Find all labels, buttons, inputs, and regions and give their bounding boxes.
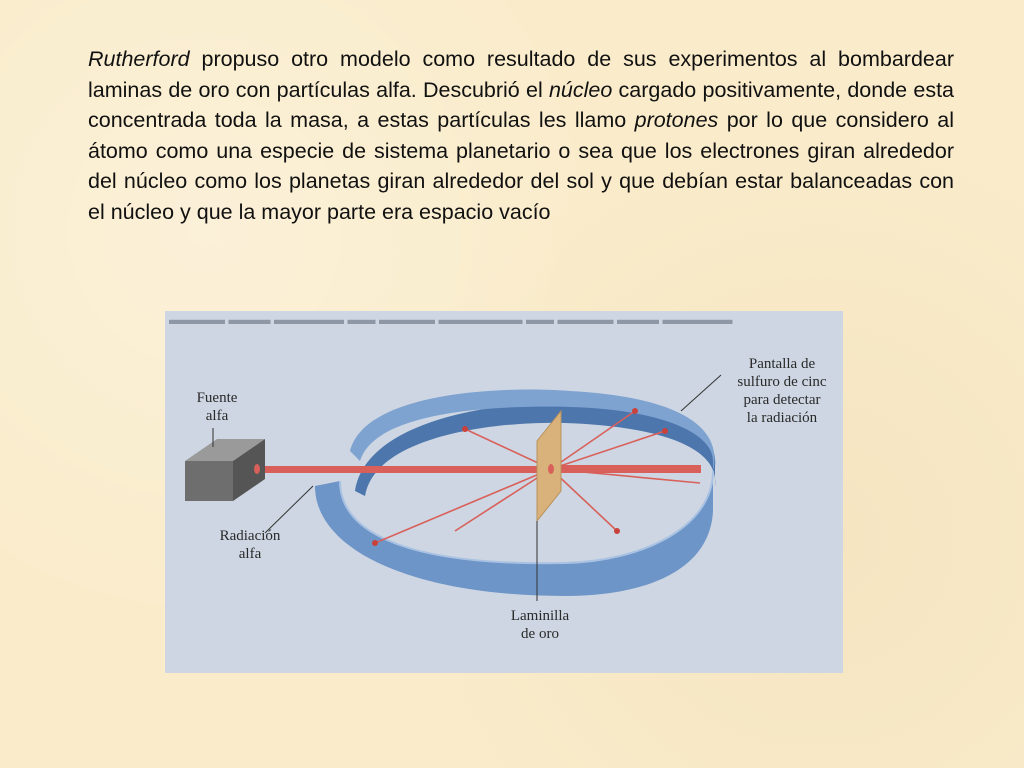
alpha-beam [251,466,551,473]
radiation-label-line1: Radiación [219,528,281,544]
nucleus-dot [548,464,554,474]
nucleus-term: núcleo [548,77,613,102]
rutherford-experiment-figure [165,311,843,673]
alpha-source-label-line1: Fuente [196,390,238,406]
screen-label-line3: para detectar [743,392,821,408]
foil-label-line1: Laminilla [510,608,570,624]
slide-paragraph [88,44,954,227]
source-aperture [254,464,260,474]
background-texture: ▬▬▬▬ ▬▬▬ ▬▬▬▬▬ ▬▬ ▬▬▬▬ ▬▬▬▬▬▬ ▬▬ ▬▬▬▬ ▬▬▬ ▬▬▬▬▬ [169,313,733,328]
protons-term: protones [634,108,719,132]
screen-label-line1: Pantalla de [748,356,816,372]
alpha-source-label-line2: alfa [205,408,229,424]
zinc-sulfide-screen-label [723,355,841,427]
source-box-front [185,461,233,501]
alpha-source-label [177,389,257,425]
alpha-radiation-label [205,527,295,563]
foil-label-line2: de oro [521,626,559,642]
screen-label-line2: sulfuro de cinc [737,374,827,390]
gold-foil-label [495,607,585,643]
rutherford-name: Rutherford [88,47,190,71]
paragraph-text-1: propuso otro modelo como resultado de sus experimentos al bombardear laminas de oro con partículas alfa. Descubrió el [88,47,954,102]
radiation-label-line2: alfa [238,546,262,562]
paragraph-text-3: por lo que considero al átomo como una especie de sistema planetario o sea que los electrones giran alrededor del núcleo como los planetas giran alrededor del sol y que debían estar balanceadas con el núcleo y que la mayor parte era espacio vacío [88,108,954,224]
screen-label-line4: la radiación [746,410,818,426]
paragraph-text-2: cargado positivamente, donde esta concentrada toda la masa, a estas partículas les llamo [88,77,954,132]
